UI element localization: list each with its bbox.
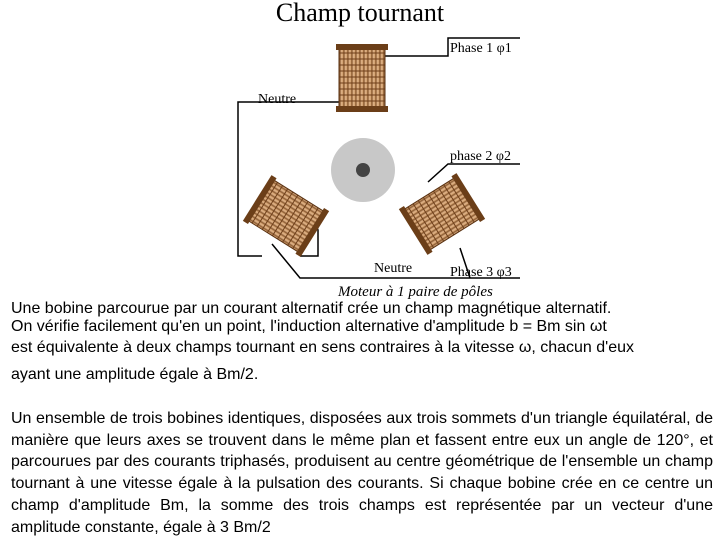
coil-left bbox=[243, 175, 329, 257]
paragraph-2: Un ensemble de trois bobines identiques, disposées aux trois sommets d'un triangle équilatéral, de manière que leurs axes se trouvent dans le même plan et fassent entre eux un angle de 120°, et parcourues par des courants triphasés, produisent au centre géométrique de l'ensemble un champ tournant à une vitesse égale à la pulsation des courants. Si chaque bobine crée en ce centre un champ d'amplitude Bm, la somme des trois champs est représentée par un vecteur d'une amplitude constante, égale à 3 Bm/2 bbox=[11, 410, 713, 536]
rotor-axis bbox=[356, 163, 370, 177]
paragraph-1-line-1: Une bobine parcourue par un courant alternatif crée un champ magnétique alternatif. bbox=[11, 300, 612, 317]
coil-phase2 bbox=[399, 173, 485, 255]
label-phase3: Phase 3 φ3 bbox=[450, 265, 512, 280]
label-phase1: Phase 1 φ1 bbox=[450, 41, 512, 56]
coil-phase1 bbox=[336, 44, 388, 112]
paragraph-1-line-4: ayant une amplitude égale à Bm/2. bbox=[11, 366, 259, 383]
page-title: Champ tournant bbox=[275, 0, 445, 27]
paragraph-1-lines-1-2 bbox=[11, 300, 716, 336]
wire-phase2 bbox=[428, 164, 520, 182]
paragraph-1-line-2: On vérifie facilement qu'en un point, l'induction alternative d'amplitude b = Bm sin ωt bbox=[11, 318, 607, 335]
label-neutre-top: Neutre bbox=[258, 92, 297, 107]
label-neutre-bottom: Neutre bbox=[374, 261, 413, 276]
diagram-caption: Moteur à 1 paire de pôles bbox=[338, 284, 493, 300]
paragraph-1-line-3: est équivalente à deux champs tournant en sens contraires à la vitesse ω, chacun d'eux bbox=[11, 339, 635, 356]
label-phase2: phase 2 φ2 bbox=[450, 149, 511, 164]
